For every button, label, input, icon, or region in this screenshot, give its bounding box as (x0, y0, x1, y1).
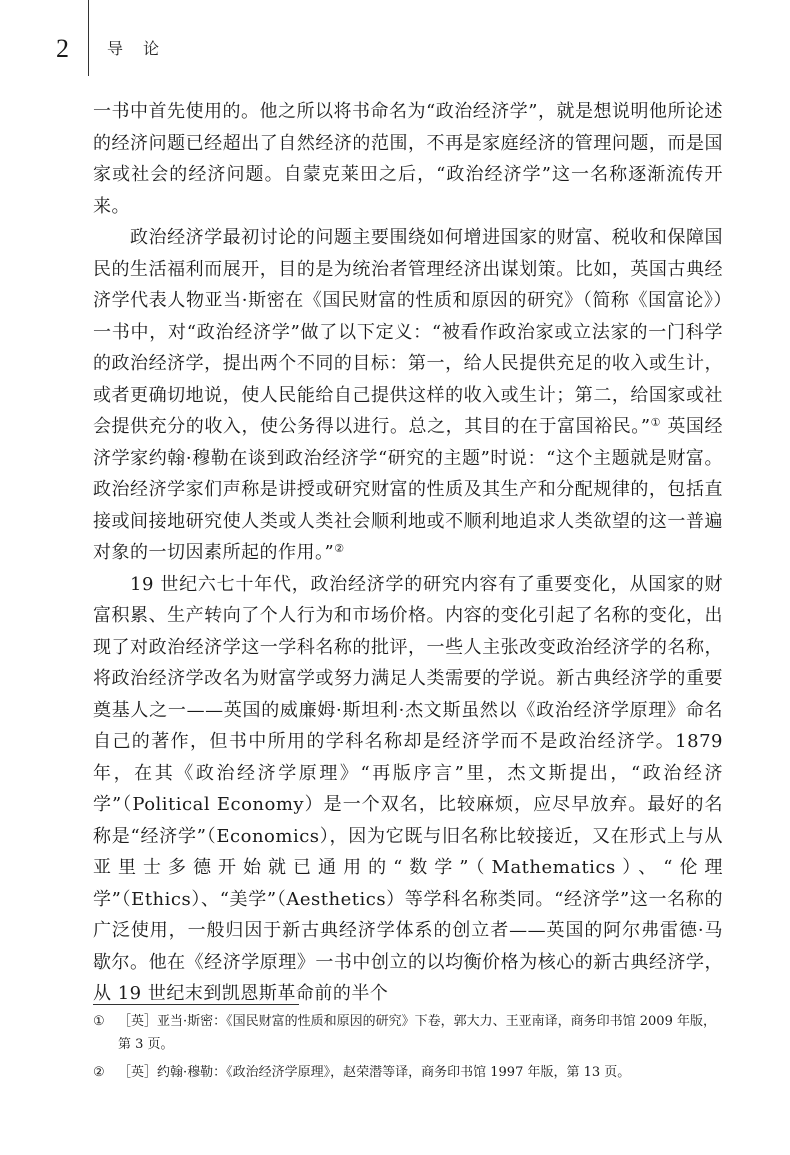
running-header (0, 0, 790, 80)
footnote-text: ［英］亚当·斯密：《国民财富的性质和原因的研究》下卷，郭大力、王亚南译，商务印书馆 2009 年版，第 3 页。 (118, 1014, 716, 1052)
footnote-ref-2[interactable]: ② (334, 542, 345, 555)
header-divider (88, 0, 89, 76)
footnote-1 (93, 1010, 725, 1056)
footnote-divider (93, 1004, 299, 1005)
paragraph-1: 一书中首先使用的。他之所以将书命名为“政治经济学”，就是想说明他所论述的经济问题已经超出了自然经济的范围，不再是家庭经济的管理问题，而是国家或社会的经济问题。自蒙克莱田之后，“政治经济学”这一名称逐渐流传开来。 (93, 101, 723, 217)
footnote-marker: ② (93, 1065, 105, 1080)
page-number: 2 (56, 34, 69, 63)
footnote-ref-1[interactable]: ① (650, 416, 662, 429)
footnote-marker: ① (93, 1014, 105, 1029)
footnote-text: ［英］约翰·穆勒：《政治经济学原理》，赵荣潜等译，商务印书馆 1997 年版，第 13 页。 (118, 1065, 631, 1080)
paragraph-2-text-b: 英国经济学家约翰·穆勒在谈到政治经济学“研究的主题”时说：“这个主题就是财富。政治经济学家们声称是讲授或研究财富的性质及其生产和分配规律的，包括直接或间接地研究使人类或人类社会顺利地或不顺利地追求人类欲望的这一普遍对象的一切因素所起的作用。” (93, 416, 723, 563)
main-text (93, 96, 723, 1010)
footnotes (93, 1010, 725, 1089)
paragraph-2 (93, 222, 723, 569)
section-title: 导论 (107, 39, 180, 58)
footnote-2 (93, 1061, 725, 1084)
paragraph-3: 19 世纪六七十年代，政治经济学的研究内容有了重要变化，从国家的财富积累、生产转向了个人行为和市场价格。内容的变化引起了名称的变化，出现了对政治经济学这一学科名称的批评，一些人主张改变政治经济学的名称，将政治经济学改名为财富学或努力满足人类需要的学说。新古典经济学的重要奠基人之一——英国的威廉姆·斯坦利·杰文斯虽然以《政治经济学原理》命名自己的著作，但书中所用的学科名称却是经济学而不是政治经济学。1879 年，在其《政治经济学原理》“再版序言”里，杰文斯提出，“政治经济学”（Political Economy）是一个双名，比较麻烦，应尽早放弃。最好的名称是“经济学”（Economics），因为它既与旧名称比较接近，又在形式上与从亚里士多德开始就已通用的“数学”（Mathematics）、“伦理学”（Ethics）、“美学”（Aesthetics）等学科名称类同。“经济学”这一名称的广泛使用，一般归因于新古典经济学体系的创立者——英国的阿尔弗雷德·马歇尔。他在《经济学原理》一书中创立的以均衡价格为核心的新古典经济学，从 19 世纪末到凯恩斯革命前的半个 (93, 573, 723, 1004)
paragraph-2-text-a: 政治经济学最初讨论的问题主要围绕如何增进国家的财富、税收和保障国民的生活福利而展开，目的是为统治者管理经济出谋划策。比如，英国古典经济学代表人物亚当·斯密在《国民财富的性质和原因的研究》（简称《国富论》）一书中，对“政治经济学”做了以下定义：“被看作政治家或立法家的一门科学的政治经济学，提出两个不同的目标：第一，给人民提供充足的收入或生计，或者更确切地说，使人民能给自己提供这样的收入或生计；第二，给国家或社会提供充分的收入，使公务得以进行。总之，其目的在于富国裕民。” (93, 227, 723, 437)
